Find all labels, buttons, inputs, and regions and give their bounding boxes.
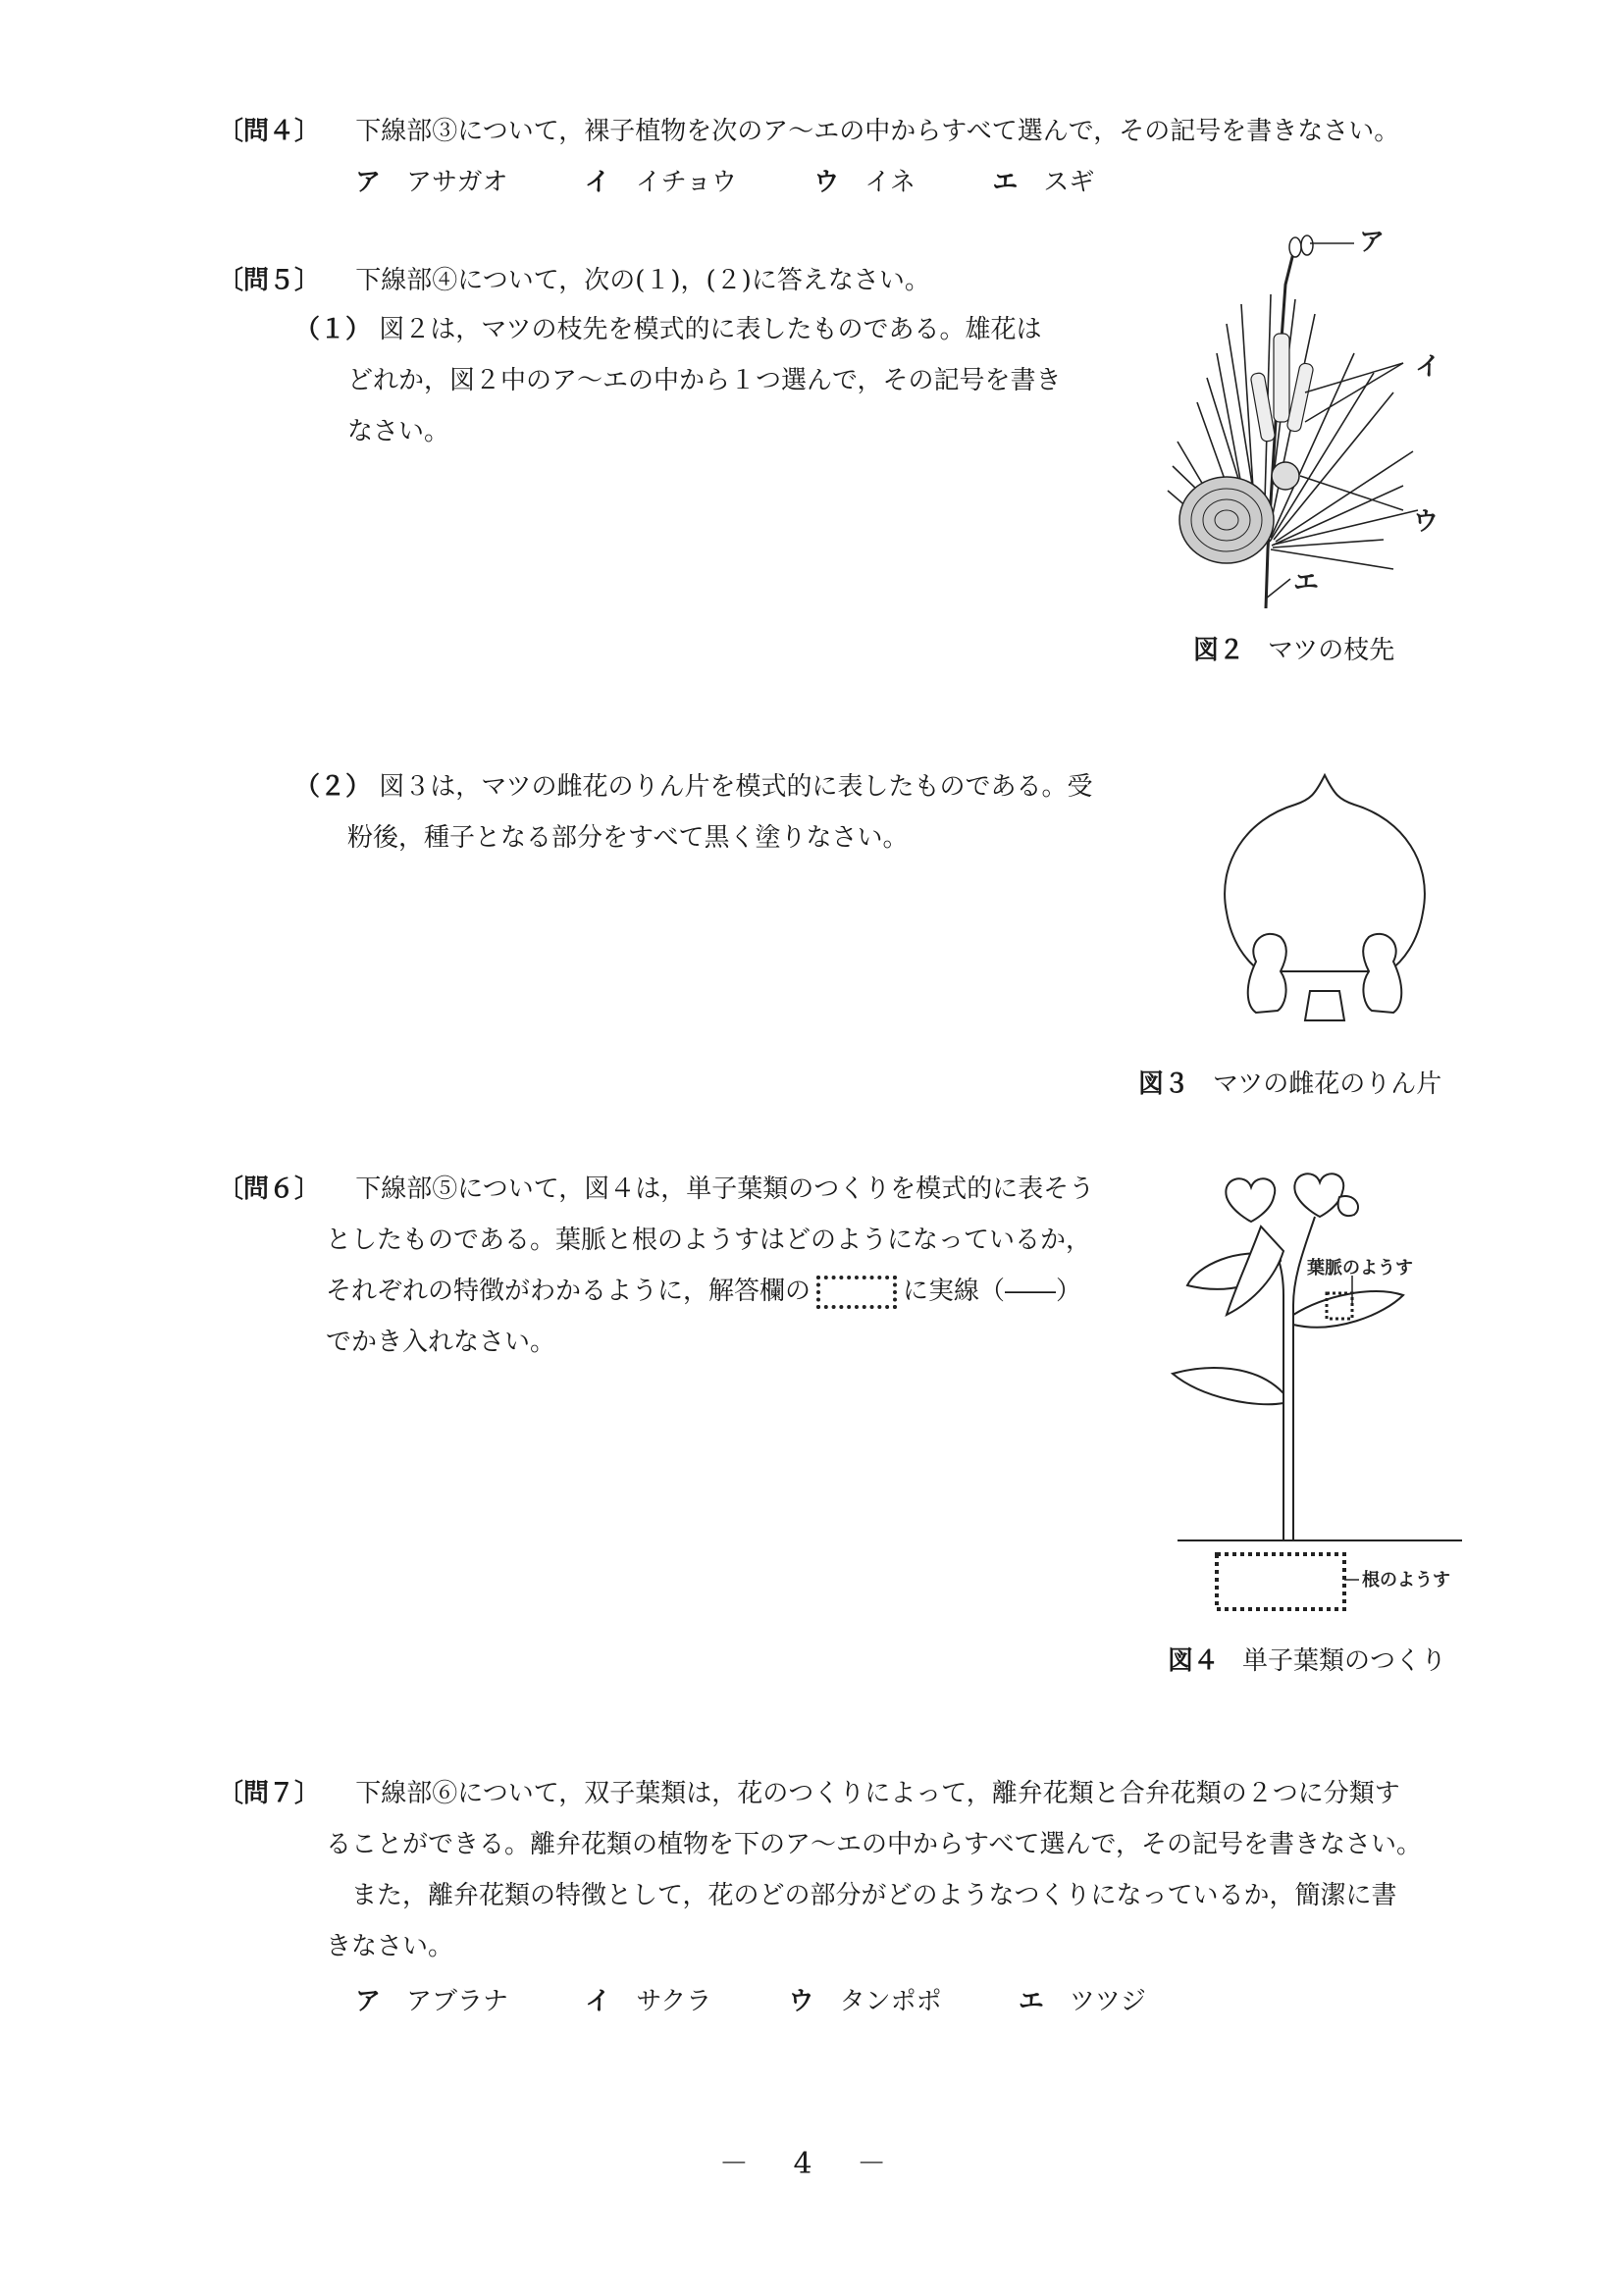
q5-sub2-line xyxy=(294,769,1093,805)
fig2-label-a: ア xyxy=(1359,228,1386,257)
fig2-label-i: イ xyxy=(1415,352,1441,382)
fig2-label-e: エ xyxy=(1293,568,1320,598)
fig4-caption xyxy=(1168,1641,1446,1677)
fig2-pine-branch-illustration xyxy=(1158,226,1452,618)
fig3-title: マツの雌花のりん片 xyxy=(1213,1070,1442,1099)
q7-choice-value: ツツジ xyxy=(1069,1987,1146,2016)
fig4-vein-label: 葉脈のようす xyxy=(1307,1258,1413,1278)
q4-choice-value: イネ xyxy=(864,168,916,197)
q5-sub2-label: （２） xyxy=(294,772,372,802)
q4-question xyxy=(218,114,1399,149)
q6-question xyxy=(218,1172,1094,1207)
fig2-number: 図２ xyxy=(1193,636,1245,665)
q5-sub1-line xyxy=(294,312,1042,347)
q7-choice-key: ウ xyxy=(788,1987,814,2016)
q4-label: 〔問４〕 xyxy=(218,117,321,146)
q7-choice-key: イ xyxy=(585,1987,611,2016)
fig4-number: 図４ xyxy=(1168,1646,1220,1676)
q7-choice-key: ア xyxy=(355,1987,382,2016)
fig2-title: マツの枝先 xyxy=(1268,636,1395,665)
q7-choice-value: サクラ xyxy=(636,1987,712,2016)
q5-sub1-line: どれか，図２中のア～エの中から１つ選んで，その記号を書き xyxy=(347,366,1062,395)
q4-choice-key: エ xyxy=(992,168,1019,197)
fig3-caption xyxy=(1138,1064,1441,1100)
q7-choice-key: エ xyxy=(1018,1987,1044,2016)
q7-choice-value: アブラナ xyxy=(406,1987,509,2016)
q7-line: ることができる。離弁花類の植物を下のア～エの中からすべて選んで，その記号を書きなさい。 xyxy=(326,1830,1422,1859)
page-number: － 4 － xyxy=(718,2147,905,2181)
q7-choices xyxy=(355,1984,1215,2019)
q6-line3b: に実線（――） xyxy=(903,1277,1082,1306)
fig2-label-u: ウ xyxy=(1413,507,1440,537)
q6-line xyxy=(326,1274,1081,1309)
q5-sub1-label: （１） xyxy=(294,315,372,344)
q5-question xyxy=(218,263,930,298)
q4-choice-value: アサガオ xyxy=(406,168,508,197)
q7-question xyxy=(218,1776,1400,1811)
q4-choice-value: イチョウ xyxy=(635,168,738,197)
fig3-number: 図３ xyxy=(1138,1070,1190,1099)
fig4-root-label: 根のようす xyxy=(1362,1570,1450,1591)
q7-label: 〔問７〕 xyxy=(218,1779,321,1808)
q6-line3a: それぞれの特徴がわかるように，解答欄の xyxy=(326,1277,812,1306)
q6-text: 下線部⑤について，図４は，単子葉類のつくりを模式的に表そう xyxy=(355,1174,1095,1204)
q4-text: 下線部③について，裸子植物を次のア～エの中からすべて選んで，その記号を書きなさい。 xyxy=(355,117,1400,146)
q5-text: 下線部④について，次の(１)，(２)に答えなさい。 xyxy=(355,266,930,295)
q4-choices xyxy=(355,165,1163,200)
fig3-scale-illustration xyxy=(1217,765,1433,1040)
q7-choice-value: タンポポ xyxy=(839,1987,942,2016)
fig4-title: 単子葉類のつくり xyxy=(1242,1646,1447,1676)
q4-choice-key: イ xyxy=(584,168,610,197)
q6-line: としたものである。葉脈と根のようすはどのようになっているか， xyxy=(326,1226,1092,1255)
q5-sub2-text: 図３は，マツの雌花のりん片を模式的に表したものである。受 xyxy=(379,772,1093,802)
q4-choice-value: スギ xyxy=(1043,168,1095,197)
q6-line: でかき入れなさい。 xyxy=(326,1328,556,1357)
fig2-caption xyxy=(1193,630,1394,666)
answer-box-symbol xyxy=(816,1276,897,1309)
q7-line: また，離弁花類の特徴として，花のどの部分がどのようなつくりになっているか，簡潔に書 xyxy=(351,1881,1397,1910)
q6-label: 〔問６〕 xyxy=(218,1174,321,1204)
q5-sub2-line: 粉後，種子となる部分をすべて黒く塗りなさい。 xyxy=(347,823,909,853)
q4-choice-key: ウ xyxy=(813,168,840,197)
q7-text: 下線部⑥について，双子葉類は，花のつくりによって，離弁花類と合弁花類の２つに分類す xyxy=(355,1779,1400,1808)
q5-sub1-line: なさい。 xyxy=(347,417,450,446)
q5-sub1-text: 図２は，マツの枝先を模式的に表したものである。雄花は xyxy=(379,315,1042,344)
q5-label: 〔問５〕 xyxy=(218,266,321,295)
q4-choice-key: ア xyxy=(355,168,382,197)
q7-line: きなさい。 xyxy=(326,1932,454,1961)
fig4-monocot-illustration xyxy=(1168,1168,1482,1619)
